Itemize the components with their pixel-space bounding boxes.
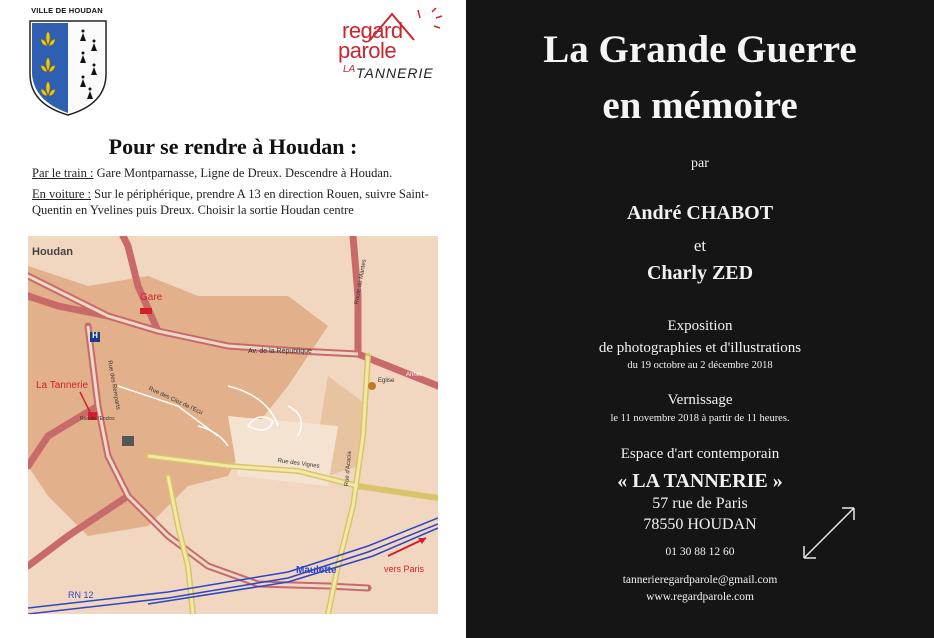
coat-of-arms-icon — [28, 19, 108, 117]
venue-type: Espace d'art contemporain — [620, 446, 780, 462]
map-label-tannerie: La Tannerie — [36, 380, 89, 391]
address-street: 57 rue de Paris — [652, 495, 748, 512]
regard-parole-logo — [310, 6, 450, 86]
town-map — [28, 236, 438, 614]
train-label: Par le train : — [32, 166, 94, 180]
double-arrow-icon — [800, 504, 858, 562]
map-label-mantes: Route de Mantes — [354, 258, 368, 306]
car-directions — [32, 186, 442, 219]
map-label-enclos: Rue de l'Enclos — [80, 416, 115, 422]
train-text: Gare Montparnasse, Ligne de Dreux. Descendre à Houdan. — [93, 166, 393, 180]
author-2: Charly ZED — [646, 262, 754, 284]
map-label-gare: Gare — [140, 292, 163, 303]
map-drawing — [28, 236, 438, 614]
website-link[interactable]: www.regardparole.com — [646, 591, 754, 603]
and-label: et — [693, 236, 707, 255]
map-label-anet: Annet — [406, 372, 422, 378]
map-label-vers-paris: vers Paris — [384, 564, 425, 574]
map-label-houdan: Houdan — [32, 246, 73, 258]
exhibition-dates: du 19 octobre au 2 décembre 2018 — [627, 360, 773, 371]
exhibition-subtitle: de photographies et d'illustrations — [598, 340, 802, 356]
logo-text-la: LA — [343, 64, 356, 75]
map-label-remparts: Rue des Remparts — [106, 360, 121, 411]
email-address[interactable]: tannerieregardparole@gmail.com — [622, 574, 778, 586]
exhibition-label: Exposition — [667, 318, 733, 334]
church-building — [122, 436, 134, 446]
directions-heading: Pour se rendre à Houdan : — [108, 134, 358, 159]
phone-number: 01 30 88 12 60 — [665, 546, 735, 558]
car-text: Sur le périphérique, prendre A 13 en direction Rouen, suivre Saint-Quentin en Yvelines puis Dreux. Choisir la sortie Houdan centre — [32, 186, 429, 217]
logo-text-parole: parole — [338, 38, 397, 63]
map-label-rn12: RN 12 — [68, 590, 94, 600]
town-crest — [24, 6, 110, 15]
logo-text-tannerie: TANNERIE — [356, 65, 434, 81]
left-panel — [0, 0, 466, 638]
map-label-cloz: Rue des Cloz de l'Ecu — [147, 386, 204, 417]
crest-title: VILLE DE HOUDAN — [31, 6, 103, 15]
map-hospital-letter: H — [92, 331, 98, 340]
author-1: André CHABOT — [626, 202, 774, 224]
vernissage-label: Vernissage — [667, 392, 733, 408]
map-label-eglise: Eglise — [378, 378, 395, 384]
map-label-acacia: Rue d'Acacia — [344, 450, 354, 487]
eglise-marker — [368, 382, 376, 390]
train-directions — [32, 165, 442, 182]
gare-marker — [140, 308, 152, 314]
logo-text-regard: regard — [342, 18, 403, 43]
address-city: 78550 HOUDAN — [643, 516, 757, 533]
by-label: par — [691, 156, 709, 171]
directions-text — [32, 165, 442, 223]
map-label-maulette: Maulette — [296, 565, 337, 576]
vernissage-date: le 11 novembre 2018 à partir de 11 heures. — [610, 413, 790, 424]
map-label-vignes: Rue des Vignes — [277, 458, 320, 470]
venue-name: « LA TANNERIE » — [617, 470, 783, 492]
car-label: En voiture : — [32, 186, 92, 201]
title-line-2: en mémoire — [602, 84, 798, 127]
title-line-1: La Grande Guerre — [543, 28, 857, 71]
right-panel — [466, 0, 934, 638]
map-label-avenue: Av. de la République — [248, 348, 312, 355]
